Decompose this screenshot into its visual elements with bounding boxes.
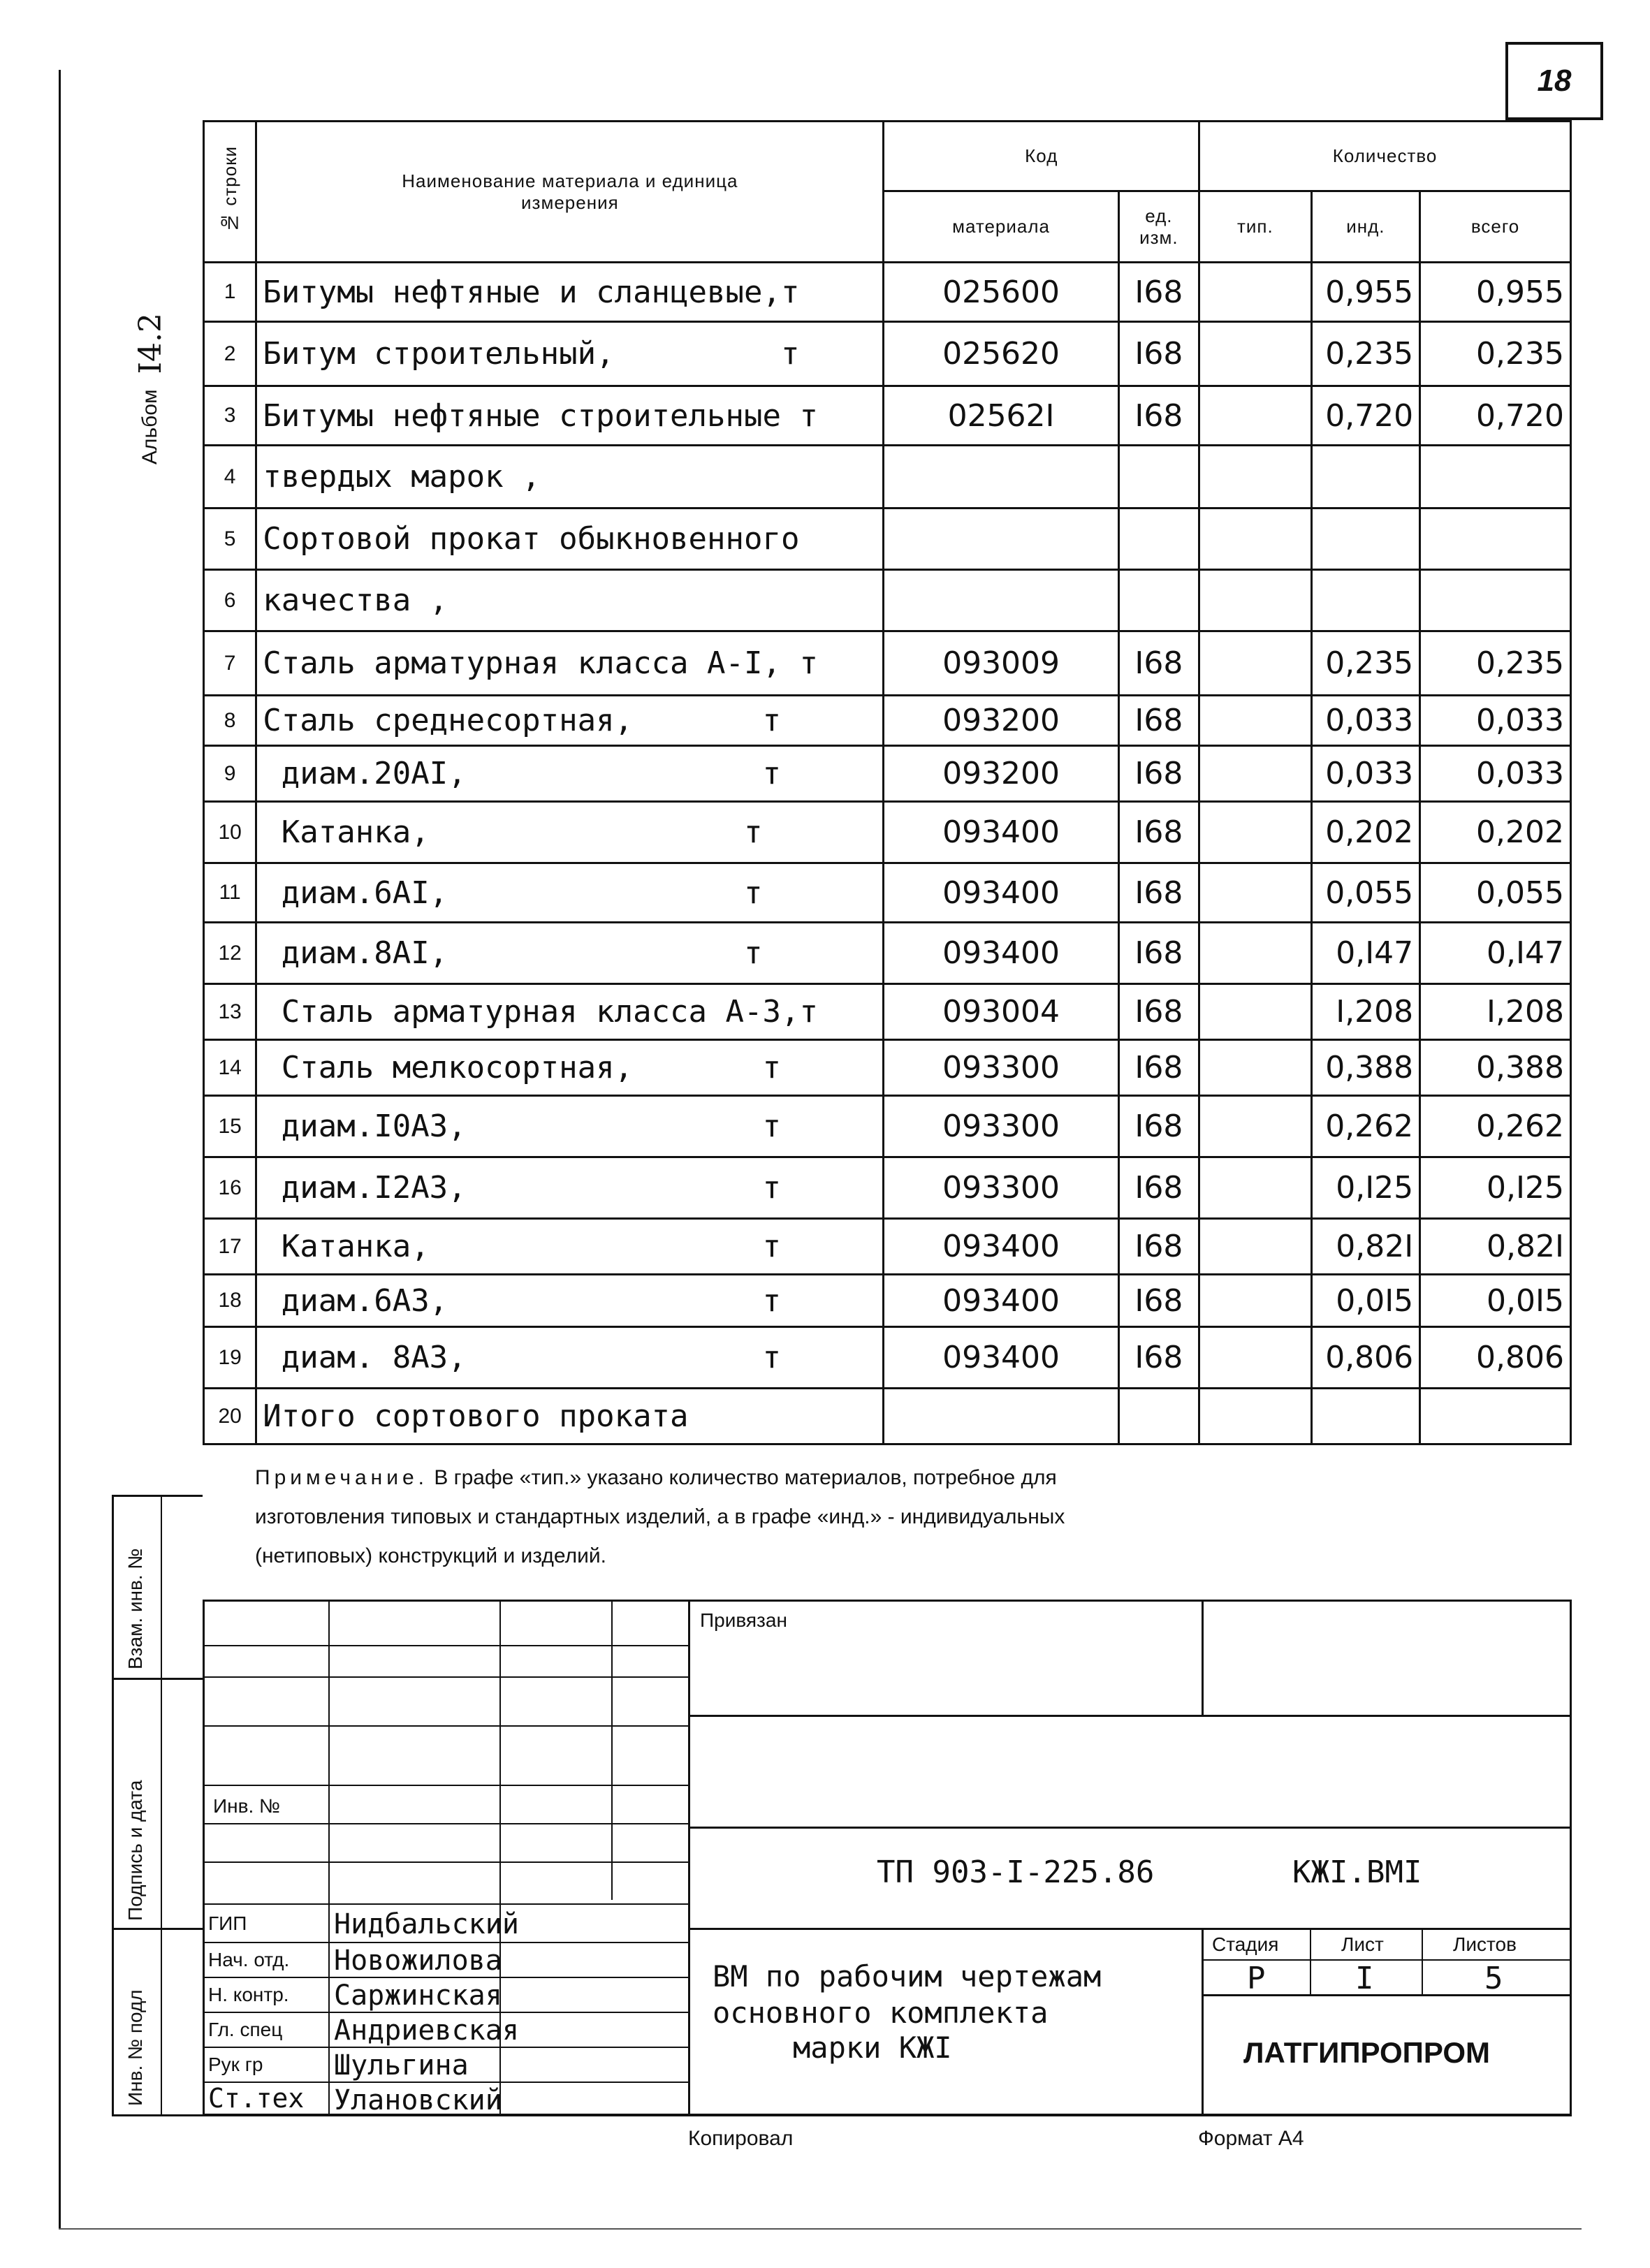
material-code: 093004 bbox=[884, 984, 1118, 1040]
qty-typ bbox=[1199, 696, 1312, 746]
table-row bbox=[204, 263, 1571, 322]
row-number: 7 bbox=[204, 631, 256, 696]
qty-typ bbox=[1199, 1275, 1312, 1327]
qty-typ bbox=[1199, 923, 1312, 984]
inv-no-label: Инв. № bbox=[213, 1795, 281, 1817]
qty-ind: 0,055 bbox=[1311, 863, 1420, 923]
qty-total: 0,033 bbox=[1420, 746, 1571, 802]
header-qty-total: всего bbox=[1420, 191, 1571, 263]
role-person-name: Андриевская bbox=[334, 2014, 519, 2047]
row-number: 6 bbox=[204, 570, 256, 631]
unit-code: I68 bbox=[1118, 984, 1199, 1040]
row-number: 16 bbox=[204, 1157, 256, 1219]
qty-typ bbox=[1199, 863, 1312, 923]
qty-typ bbox=[1199, 1157, 1312, 1219]
unit-code bbox=[1118, 570, 1199, 631]
material-name: Катанка, т bbox=[256, 1219, 884, 1275]
header-qty-ind: инд. bbox=[1311, 191, 1420, 263]
qty-total: I,208 bbox=[1420, 984, 1571, 1040]
qty-typ bbox=[1199, 570, 1312, 631]
qty-total: 0,720 bbox=[1420, 386, 1571, 446]
qty-total bbox=[1420, 446, 1571, 509]
title-block bbox=[203, 1600, 1572, 2116]
qty-total bbox=[1420, 570, 1571, 631]
table-row bbox=[204, 446, 1571, 509]
role-label: Нач. отд. bbox=[208, 1949, 290, 1970]
material-code: 025620 bbox=[884, 322, 1118, 386]
material-code: 093400 bbox=[884, 863, 1118, 923]
materials-table bbox=[203, 120, 1572, 1445]
qty-total: 0,202 bbox=[1420, 802, 1571, 863]
material-code: 02562I bbox=[884, 386, 1118, 446]
note-line-3: (нетиповых) конструкций и изделий. bbox=[255, 1544, 606, 1567]
qty-ind: 0,806 bbox=[1311, 1327, 1420, 1389]
material-code: 025600 bbox=[884, 263, 1118, 322]
qty-total: 0,I25 bbox=[1420, 1157, 1571, 1219]
qty-typ bbox=[1199, 802, 1312, 863]
table-row bbox=[204, 386, 1571, 446]
unit-code: I68 bbox=[1118, 322, 1199, 386]
role-person-name: Шульгина bbox=[334, 2049, 469, 2082]
qty-ind bbox=[1311, 570, 1420, 631]
table-row bbox=[204, 570, 1571, 631]
table-row bbox=[204, 1096, 1571, 1157]
material-name: Сортовой прокат обыкновенного bbox=[256, 509, 884, 570]
role-label: Гл. спец bbox=[208, 2019, 283, 2040]
unit-code: I68 bbox=[1118, 1157, 1199, 1219]
row-number: 18 bbox=[204, 1275, 256, 1327]
format-label: Формат А4 bbox=[1198, 2127, 1304, 2150]
copied-label: Копировал bbox=[688, 2127, 794, 2150]
material-name: твердых марок , bbox=[256, 446, 884, 509]
unit-code: I68 bbox=[1118, 1040, 1199, 1096]
qty-ind: 0,I47 bbox=[1311, 923, 1420, 984]
row-number: 4 bbox=[204, 446, 256, 509]
qty-ind: 0,388 bbox=[1311, 1040, 1420, 1096]
role-label: Н. контр. bbox=[208, 1984, 289, 2005]
qty-typ bbox=[1199, 322, 1312, 386]
row-number: 2 bbox=[204, 322, 256, 386]
table-row bbox=[204, 746, 1571, 802]
material-code bbox=[884, 570, 1118, 631]
qty-typ bbox=[1199, 631, 1312, 696]
material-name: Сталь арматурная класса А-I, т bbox=[256, 631, 884, 696]
material-name: Битумы нефтяные и сланцевые,т bbox=[256, 263, 884, 322]
table-row bbox=[204, 1275, 1571, 1327]
table-row bbox=[204, 863, 1571, 923]
unit-code bbox=[1118, 1389, 1199, 1444]
material-code: 093200 bbox=[884, 696, 1118, 746]
qty-ind: 0,235 bbox=[1311, 631, 1420, 696]
qty-typ bbox=[1199, 446, 1312, 509]
row-number: 9 bbox=[204, 746, 256, 802]
unit-code: I68 bbox=[1118, 1219, 1199, 1275]
table-row bbox=[204, 631, 1571, 696]
designation: ТП 903-I-225.86 bbox=[877, 1854, 1155, 1890]
material-name: диам.6АI, т bbox=[256, 863, 884, 923]
note-line-1: В графе «тип.» указано количество материалов, потребное для bbox=[434, 1466, 1057, 1489]
table-row bbox=[204, 696, 1571, 746]
row-number: 14 bbox=[204, 1040, 256, 1096]
album-word: Альбом bbox=[138, 389, 161, 464]
row-number: 10 bbox=[204, 802, 256, 863]
unit-code bbox=[1118, 446, 1199, 509]
material-code bbox=[884, 1389, 1118, 1444]
row-number: 19 bbox=[204, 1327, 256, 1389]
header-quantity: Количество bbox=[1199, 122, 1571, 191]
row-number: 13 bbox=[204, 984, 256, 1040]
material-code: 093400 bbox=[884, 923, 1118, 984]
material-name: диам.I0А3, т bbox=[256, 1096, 884, 1157]
material-name: диам.6А3, т bbox=[256, 1275, 884, 1327]
unit-code: I68 bbox=[1118, 386, 1199, 446]
table-row bbox=[204, 1327, 1571, 1389]
unit-code: I68 bbox=[1118, 746, 1199, 802]
row-number: 17 bbox=[204, 1219, 256, 1275]
header-name: Наименование материала и единица измерения bbox=[256, 122, 884, 263]
qty-total: 0,055 bbox=[1420, 863, 1571, 923]
material-code: 093200 bbox=[884, 746, 1118, 802]
header-qty-typ: тип. bbox=[1199, 191, 1312, 263]
organization: ЛАТГИПРОПРОМ bbox=[1243, 2036, 1490, 2069]
unit-code: I68 bbox=[1118, 923, 1199, 984]
row-number: 5 bbox=[204, 509, 256, 570]
material-code: 093009 bbox=[884, 631, 1118, 696]
qty-ind bbox=[1311, 509, 1420, 570]
material-code: 093300 bbox=[884, 1040, 1118, 1096]
material-code: 093400 bbox=[884, 1275, 1118, 1327]
qty-total: 0,235 bbox=[1420, 631, 1571, 696]
role-person-name: Нидбальский bbox=[334, 1908, 519, 1940]
qty-typ bbox=[1199, 1327, 1312, 1389]
table-row bbox=[204, 1219, 1571, 1275]
material-name: качества , bbox=[256, 570, 884, 631]
material-name: Битумы нефтяные строительные т bbox=[256, 386, 884, 446]
material-name: диам. 8А3, т bbox=[256, 1327, 884, 1389]
table-row bbox=[204, 802, 1571, 863]
description-line-2: основного комплекта bbox=[713, 1996, 1049, 2030]
left-approval-strip bbox=[112, 1495, 203, 2116]
qty-ind: 0,235 bbox=[1311, 322, 1420, 386]
qty-ind: 0,82I bbox=[1311, 1219, 1420, 1275]
table-row bbox=[204, 923, 1571, 984]
qty-ind bbox=[1311, 446, 1420, 509]
qty-ind: 0,262 bbox=[1311, 1096, 1420, 1157]
role-label: Ст.тех bbox=[208, 2083, 305, 2114]
material-name: Битум строительный, т bbox=[256, 322, 884, 386]
row-number: 8 bbox=[204, 696, 256, 746]
frame-bottom-line bbox=[59, 2228, 1582, 2230]
qty-total: 0,262 bbox=[1420, 1096, 1571, 1157]
qty-total: 0,235 bbox=[1420, 322, 1571, 386]
qty-total: 0,I47 bbox=[1420, 923, 1571, 984]
role-label: ГИП bbox=[208, 1912, 247, 1934]
table-row bbox=[204, 984, 1571, 1040]
qty-typ bbox=[1199, 263, 1312, 322]
table-row bbox=[204, 509, 1571, 570]
row-number: 12 bbox=[204, 923, 256, 984]
header-unit: ед. изм. bbox=[1118, 191, 1199, 263]
material-code bbox=[884, 509, 1118, 570]
sheet-label: Лист bbox=[1341, 1933, 1384, 1955]
row-number: 15 bbox=[204, 1096, 256, 1157]
role-label: Рук гр bbox=[208, 2054, 263, 2075]
material-name: Сталь мелкосортная, т bbox=[256, 1040, 884, 1096]
material-code bbox=[884, 446, 1118, 509]
qty-ind bbox=[1311, 1389, 1420, 1444]
table-row bbox=[204, 1157, 1571, 1219]
tied-label: Привязан bbox=[700, 1609, 787, 1631]
qty-total bbox=[1420, 509, 1571, 570]
sheet-value: I bbox=[1355, 1961, 1374, 1996]
album-label bbox=[129, 171, 171, 464]
material-name: Итого сортового проката bbox=[256, 1389, 884, 1444]
note bbox=[255, 1458, 1568, 1576]
qty-ind: 0,033 bbox=[1311, 696, 1420, 746]
sheet-number: 18 bbox=[1505, 42, 1603, 120]
qty-total: 0,033 bbox=[1420, 696, 1571, 746]
unit-code: I68 bbox=[1118, 802, 1199, 863]
qty-ind: 0,033 bbox=[1311, 746, 1420, 802]
note-line-2: изготовления типовых и стандартных изделий, а в графе «инд.» - индивидуальных bbox=[255, 1505, 1065, 1528]
unit-code: I68 bbox=[1118, 863, 1199, 923]
vzam-inv-label: Взам. инв. № bbox=[124, 1548, 146, 1669]
role-person-name: Новожилова bbox=[334, 1945, 502, 1977]
qty-ind: 0,0I5 bbox=[1311, 1275, 1420, 1327]
material-name: Катанка, т bbox=[256, 802, 884, 863]
sheets-value: 5 bbox=[1484, 1961, 1503, 1996]
qty-total: 0,82I bbox=[1420, 1219, 1571, 1275]
row-number: 20 bbox=[204, 1389, 256, 1444]
stage-value: Р bbox=[1247, 1961, 1266, 1996]
material-code: 093400 bbox=[884, 802, 1118, 863]
material-code: 093400 bbox=[884, 1219, 1118, 1275]
row-number: 11 bbox=[204, 863, 256, 923]
material-name: Сталь арматурная класса А-3,т bbox=[256, 984, 884, 1040]
inv-podl-label: Инв. № подл bbox=[124, 1989, 146, 2106]
qty-total: 0,388 bbox=[1420, 1040, 1571, 1096]
qty-total bbox=[1420, 1389, 1571, 1444]
material-name: Сталь среднесортная, т bbox=[256, 696, 884, 746]
unit-code: I68 bbox=[1118, 631, 1199, 696]
qty-typ bbox=[1199, 1040, 1312, 1096]
unit-code: I68 bbox=[1118, 1327, 1199, 1389]
document-code: КЖI.ВМI bbox=[1292, 1854, 1422, 1890]
header-code-material: материала bbox=[884, 191, 1118, 263]
qty-total: 0,806 bbox=[1420, 1327, 1571, 1389]
qty-ind: 0,955 bbox=[1311, 263, 1420, 322]
role-person-name: Улановский bbox=[334, 2084, 502, 2116]
role-person-name: Саржинская bbox=[334, 1980, 502, 2012]
qty-typ bbox=[1199, 984, 1312, 1040]
qty-ind: 0,I25 bbox=[1311, 1157, 1420, 1219]
qty-ind: 0,720 bbox=[1311, 386, 1420, 446]
unit-code: I68 bbox=[1118, 696, 1199, 746]
qty-ind: I,208 bbox=[1311, 984, 1420, 1040]
frame-left-line bbox=[59, 70, 61, 2228]
qty-total: 0,0I5 bbox=[1420, 1275, 1571, 1327]
table-row bbox=[204, 1040, 1571, 1096]
qty-typ bbox=[1199, 1096, 1312, 1157]
unit-code bbox=[1118, 509, 1199, 570]
unit-code: I68 bbox=[1118, 263, 1199, 322]
row-number: 3 bbox=[204, 386, 256, 446]
qty-typ bbox=[1199, 386, 1312, 446]
header-row-no: № строки bbox=[204, 122, 256, 263]
table-row bbox=[204, 1389, 1571, 1444]
material-code: 093300 bbox=[884, 1157, 1118, 1219]
qty-ind: 0,202 bbox=[1311, 802, 1420, 863]
material-name: диам.8АI, т bbox=[256, 923, 884, 984]
unit-code: I68 bbox=[1118, 1096, 1199, 1157]
qty-typ bbox=[1199, 509, 1312, 570]
description-line-3: марки КЖI bbox=[793, 2031, 952, 2065]
material-code: 093300 bbox=[884, 1096, 1118, 1157]
qty-total: 0,955 bbox=[1420, 263, 1571, 322]
material-name: диам.20АI, т bbox=[256, 746, 884, 802]
material-code: 093400 bbox=[884, 1327, 1118, 1389]
description-line-1: ВМ по рабочим чертежам bbox=[713, 1959, 1102, 1993]
sheets-label: Листов bbox=[1453, 1933, 1517, 1955]
note-prefix: Примечание. bbox=[255, 1466, 428, 1489]
qty-typ bbox=[1199, 1219, 1312, 1275]
header-code: Код bbox=[884, 122, 1199, 191]
table-row bbox=[204, 322, 1571, 386]
unit-code: I68 bbox=[1118, 1275, 1199, 1327]
stage-label: Стадия bbox=[1212, 1933, 1279, 1955]
row-number: 1 bbox=[204, 263, 256, 322]
podpis-label: Подпись и дата bbox=[124, 1780, 146, 1921]
album-number: I4.2 bbox=[132, 313, 168, 374]
material-name: диам.I2А3, т bbox=[256, 1157, 884, 1219]
qty-typ bbox=[1199, 1389, 1312, 1444]
qty-typ bbox=[1199, 746, 1312, 802]
